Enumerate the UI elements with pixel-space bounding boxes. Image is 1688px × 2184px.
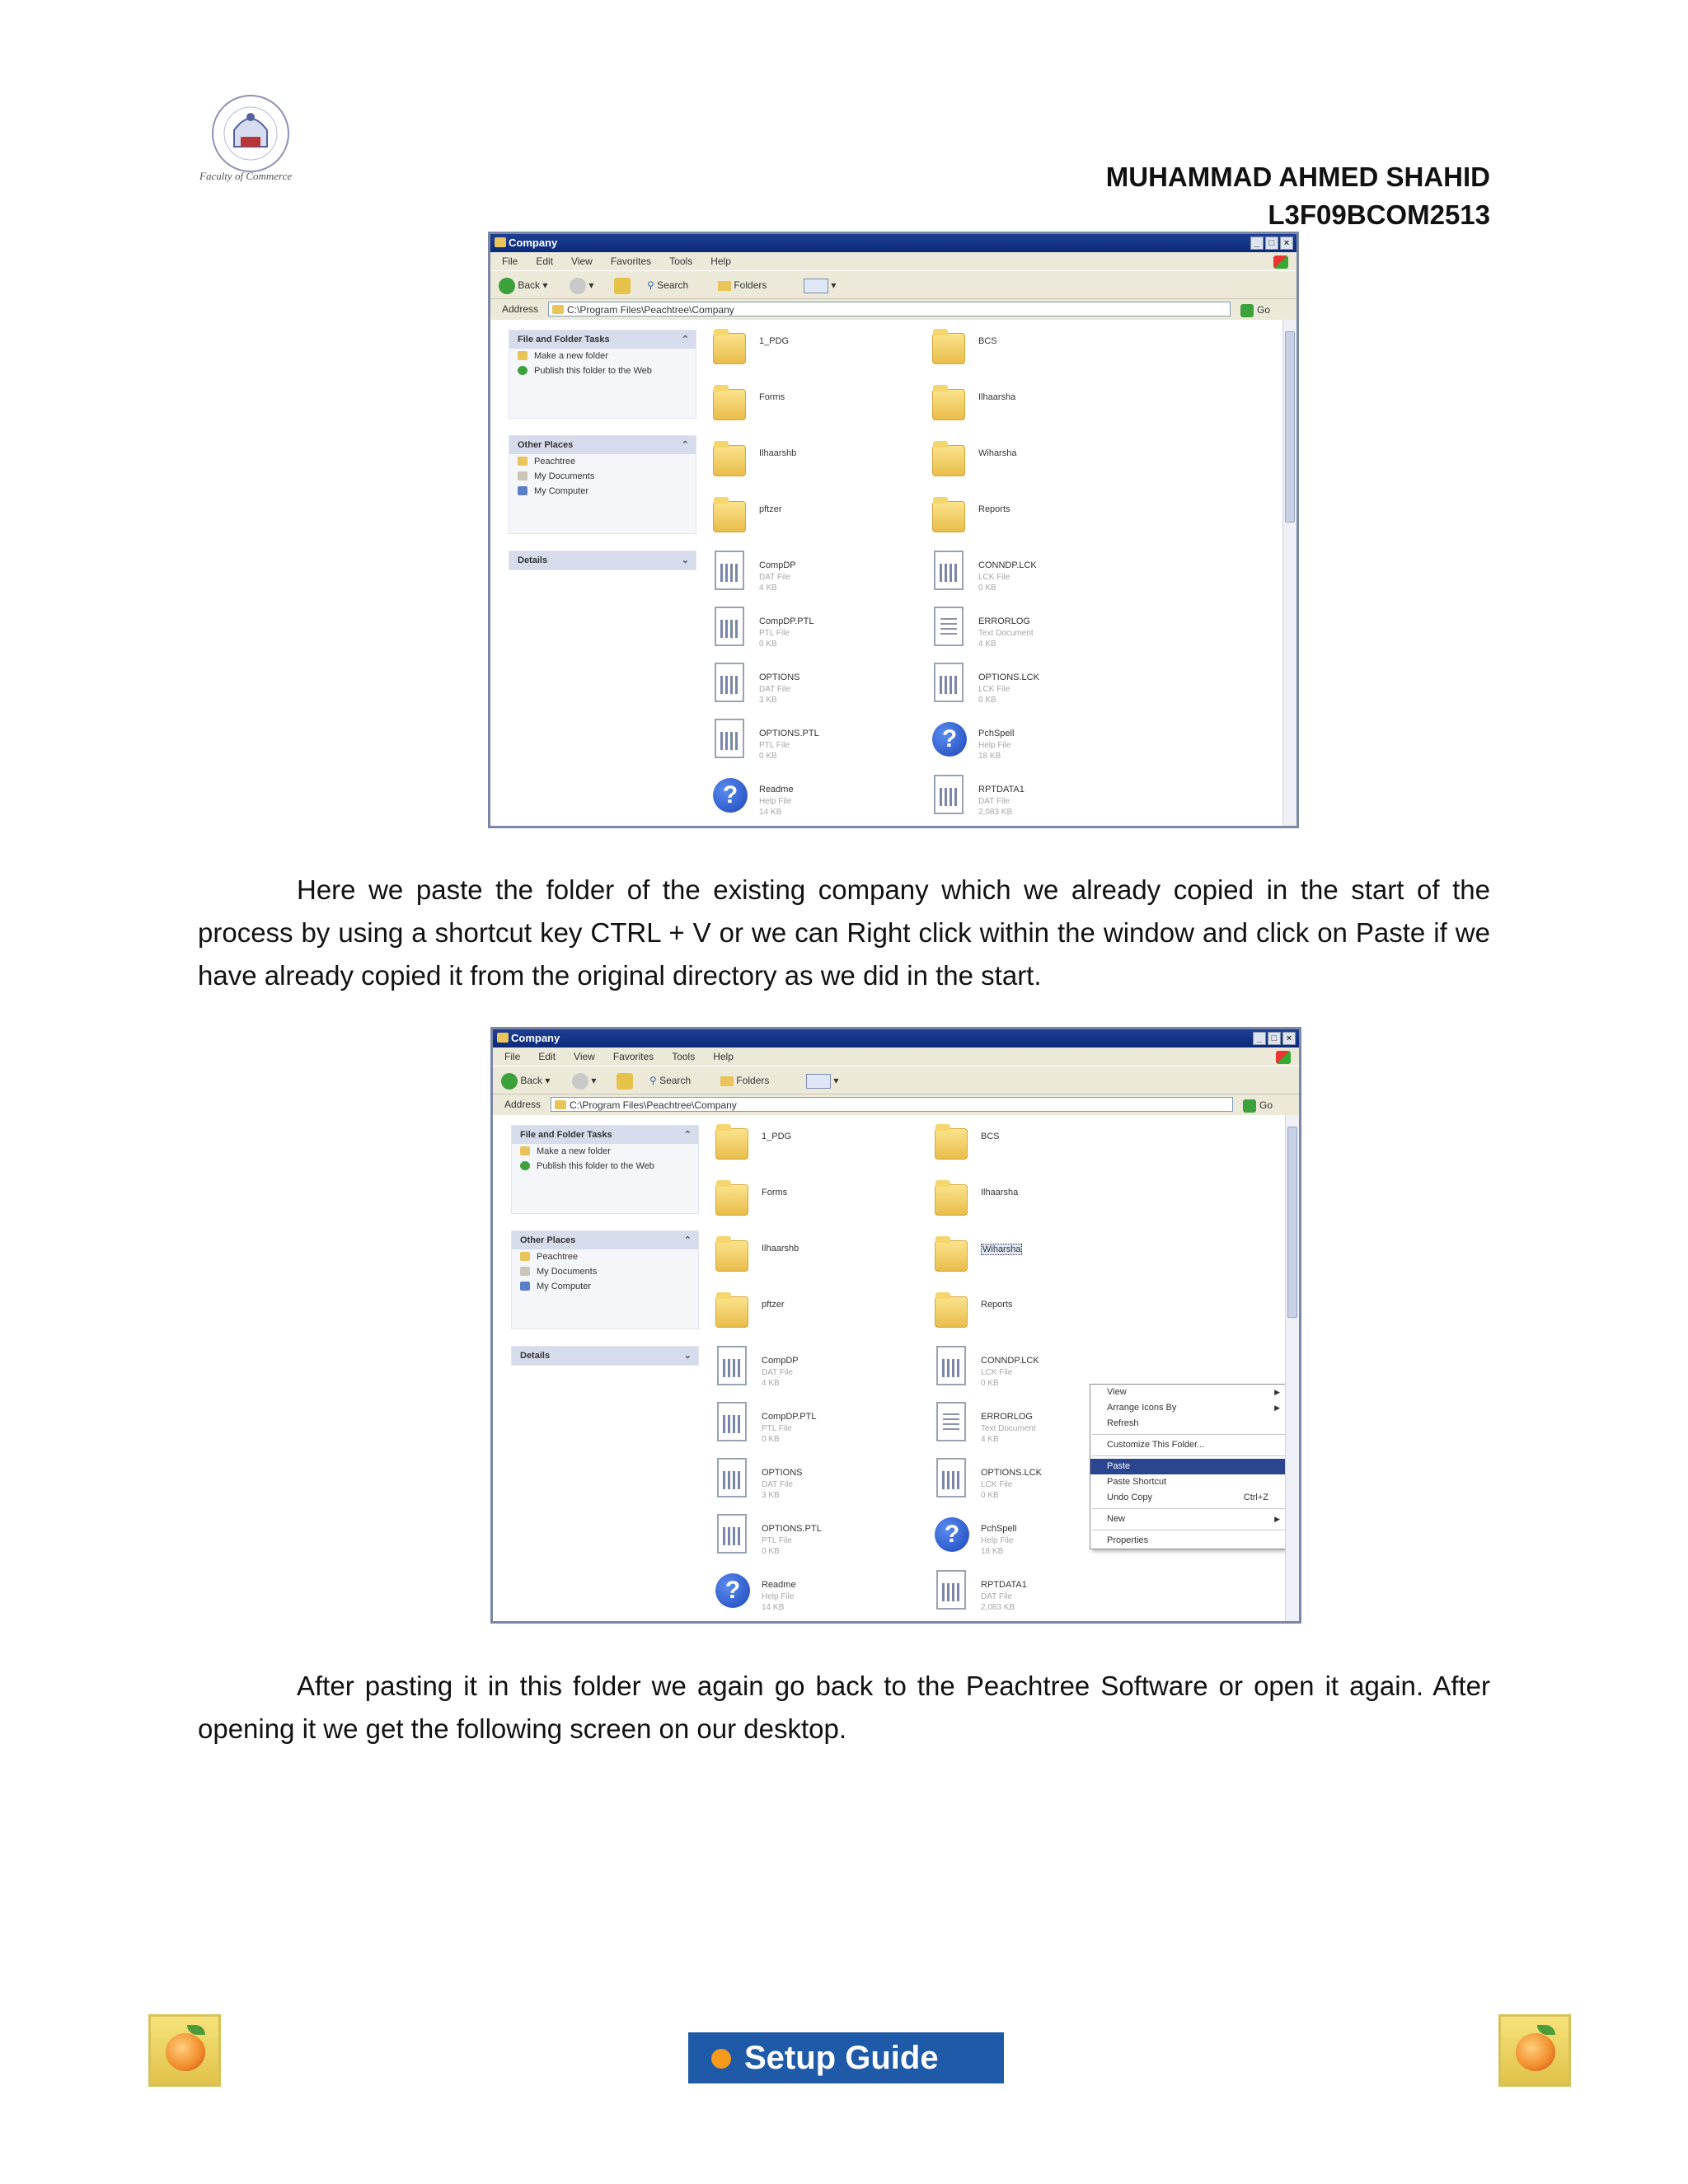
folder-icon [713,389,746,420]
maximize-button[interactable]: □ [1265,237,1278,250]
file-item[interactable] [932,438,1130,488]
file-type: LCK File [978,685,1010,694]
folder-icon [935,1128,968,1160]
folder-icon [935,1184,968,1216]
file-name: OPTIONS [759,673,800,682]
data-file-icon [717,1346,747,1385]
folder-icon [552,305,564,314]
data-file-icon [717,1402,747,1441]
forward-arrow-icon [570,278,586,294]
file-item[interactable] [935,1178,1132,1227]
folder-icon [935,1296,968,1328]
paragraph-2-text: After pasting it in this folder we again go back to the Peachtree Software or open it again. After opening it we get the following screen on our desktop. [198,1671,1490,1744]
file-folder-tasks-panel [509,330,696,419]
menu-item-edit[interactable]: Edit [536,255,554,267]
file-item[interactable] [932,607,1130,656]
address-bar [490,298,1296,321]
file-item[interactable] [715,1514,913,1563]
address-value: C:\Program Files\Peachtree\Company [570,1099,737,1111]
task-item[interactable]: Publish this folder to the Web [509,363,696,378]
windows-logo-icon [1276,1051,1291,1064]
back-button[interactable]: Back ▾ [501,1073,550,1088]
menu-item-tools[interactable]: Tools [669,255,693,267]
folder-icon [520,1252,530,1261]
file-size: 3 KB [762,1491,780,1500]
folders-button[interactable] [718,278,767,293]
file-name: pftzer [762,1300,785,1310]
file-name: ERRORLOG [981,1412,1033,1422]
up-folder-icon [614,278,631,294]
file-name: PchSpell [981,1524,1017,1534]
menu-item-tools[interactable]: Tools [672,1051,696,1062]
folder-icon [713,333,746,364]
file-name: Wiharsha [978,448,1017,458]
file-item[interactable] [715,1570,913,1619]
folder-icon [713,501,746,532]
file-type: DAT File [981,1592,1012,1601]
file-size: 3 KB [759,696,777,705]
other-places-heading[interactable]: Other Places ⌃ [509,436,696,454]
minimize-button[interactable]: _ [1250,237,1264,250]
place-item[interactable]: My Documents [509,469,696,484]
author-name: MUHAMMAD AHMED SHAHID [1105,162,1490,192]
folder-icon [932,333,965,364]
address-input[interactable] [548,302,1231,316]
explorer-window-screenshot-2 [490,1027,1301,1624]
address-label: Address [504,1099,542,1110]
file-item[interactable] [713,663,911,712]
file-folder-tasks-panel [511,1125,699,1214]
file-name: Forms [759,392,785,402]
folder-icon [497,1033,509,1043]
file-size: 0 KB [978,696,996,705]
file-type: Help File [981,1536,1014,1545]
folder-icon [715,1240,748,1272]
details-heading[interactable]: Details ⌄ [509,551,696,569]
file-name: OPTIONS.LCK [981,1468,1042,1478]
vertical-scrollbar[interactable] [1282,320,1296,826]
menu-bar [490,252,1296,270]
folder-icon [715,1128,748,1160]
search-label: Search [657,279,689,291]
text-file-icon [936,1402,966,1441]
file-type: Text Document [981,1424,1036,1433]
back-arrow-icon [499,278,515,294]
menu-item-help[interactable]: Help [713,1051,734,1062]
file-size: 2,083 KB [978,808,1013,817]
address-label: Address [502,303,539,315]
address-value: C:\Program Files\Peachtree\Company [567,304,734,316]
file-item[interactable] [713,551,911,600]
file-item[interactable] [935,1570,1132,1619]
file-item[interactable] [715,1234,913,1283]
file-name: CompDP.PTL [762,1412,817,1422]
file-name: ERRORLOG [978,616,1030,626]
context-menu-item-paste-shortcut[interactable]: Paste Shortcut [1107,1477,1167,1487]
file-type: Text Document [978,629,1034,638]
file-type: PTL File [759,741,790,750]
file-name: Ilhaarsha [981,1188,1019,1197]
globe-icon [520,1161,530,1170]
task-item[interactable]: Publish this folder to the Web [512,1159,698,1174]
data-file-icon [934,663,964,702]
data-file-icon [715,663,744,702]
file-name: RPTDATA1 [978,785,1025,794]
menu-item-favorites[interactable]: Favorites [610,255,652,267]
file-name: pftzer [759,504,782,514]
file-item[interactable] [935,1290,1132,1339]
file-name: OPTIONS.PTL [759,729,819,738]
menu-shortcut: Ctrl+Z [1243,1493,1268,1502]
logo-caption: Faculty of Commerce [199,170,293,182]
folder-icon [715,1296,748,1328]
file-name: OPTIONS.PTL [762,1524,822,1534]
file-list [713,320,1283,826]
file-size: 0 KB [762,1435,780,1444]
views-button[interactable]: ▾ [806,1073,838,1088]
other-places-panel [511,1230,699,1329]
go-label: Go [1259,1099,1273,1111]
context-menu-item-refresh[interactable]: Refresh [1107,1418,1139,1428]
place-item[interactable]: My Computer [512,1279,698,1294]
go-arrow-icon [1243,1099,1256,1113]
file-item[interactable] [713,607,911,656]
folder-icon [495,237,506,247]
other-places-panel [509,435,696,534]
vertical-scrollbar[interactable] [1285,1115,1299,1621]
file-type: DAT File [978,797,1010,806]
file-name: 1_PDG [762,1132,792,1141]
globe-icon [518,366,528,375]
file-folder-tasks-heading[interactable]: File and Folder Tasks ⌃ [512,1126,698,1144]
paragraph-1 [198,869,1490,997]
file-name: Ilhaarshb [762,1244,799,1254]
task-pane [497,320,688,826]
file-type: PTL File [762,1536,792,1545]
file-type: Help File [759,797,792,806]
file-type: PTL File [759,629,790,638]
file-size: 4 KB [759,583,777,593]
toolbar [493,1066,1299,1094]
file-name: CONNDP.LCK [981,1356,1039,1366]
paragraph-2 [198,1665,1490,1750]
file-name: OPTIONS.LCK [978,673,1039,682]
file-item[interactable] [713,494,911,544]
scrollbar-thumb[interactable] [1287,1127,1297,1318]
folder-icon [555,1100,566,1109]
toolbar [490,270,1296,299]
file-item[interactable] [932,719,1130,768]
data-file-icon [717,1514,747,1554]
file-name: Ilhaarshb [759,448,797,458]
file-name: BCS [981,1132,1000,1141]
file-item[interactable] [715,1290,913,1339]
details-panel [509,551,696,570]
go-button[interactable] [1243,1098,1291,1113]
window-content [490,320,1283,826]
back-button[interactable]: Back ▾ [499,278,547,293]
task-pane [499,1115,691,1621]
file-size: 0 KB [759,752,777,761]
data-file-icon [936,1458,966,1497]
file-type: DAT File [759,685,790,694]
file-item[interactable] [932,494,1130,544]
folder-icon [932,389,965,420]
menu-separator [1092,1455,1285,1456]
context-menu-item-properties[interactable]: Properties [1107,1535,1149,1545]
folders-button[interactable] [720,1073,769,1088]
folder-icon [932,501,965,532]
window-title: Company [511,1032,560,1044]
help-file-icon: ? [932,722,967,757]
help-file-icon: ? [713,778,748,813]
paragraph-1-text: Here we paste the folder of the existing company which we already copied in the start of the process by using a shortcut key CTRL + V or we can Right click within the window and click on Paste if we have already copied it from the original directory as we did in the start. [198,874,1490,991]
window-titlebar[interactable] [493,1029,1299,1047]
file-type: LCK File [981,1368,1013,1377]
menu-item-view[interactable]: View [571,255,593,267]
place-item[interactable]: My Computer [509,484,696,499]
views-button[interactable]: ▾ [804,278,836,293]
window-content [493,1115,1286,1621]
folder-icon [932,445,965,476]
new-folder-icon [520,1146,530,1155]
up-folder-icon [617,1073,633,1090]
file-item[interactable] [715,1122,913,1171]
file-size: 0 KB [762,1547,780,1556]
file-item[interactable] [932,663,1130,712]
place-item[interactable]: My Documents [512,1264,698,1279]
file-item[interactable] [715,1178,913,1227]
context-menu-item-undo-copy[interactable]: Undo Copy Ctrl+Z [1090,1490,1287,1506]
file-size: 4 KB [978,640,996,649]
search-icon: ⚲ [649,1075,657,1086]
data-file-icon [934,775,964,814]
folder-icon [713,445,746,476]
menu-item-view[interactable]: View [574,1051,595,1062]
up-folder-button[interactable] [614,278,631,293]
file-type: Help File [978,741,1011,750]
file-name: Forms [762,1188,788,1197]
file-size: 0 KB [981,1491,999,1500]
menu-bar [493,1047,1299,1066]
folders-icon [720,1076,734,1086]
file-type: LCK File [978,573,1010,582]
menu-item-favorites[interactable]: Favorites [612,1051,654,1062]
submenu-arrow-icon: ▶ [1274,1388,1280,1396]
search-button[interactable] [647,278,688,293]
my-computer-icon [518,486,528,495]
setup-guide-label: Setup Guide [744,2040,939,2076]
file-type: LCK File [981,1480,1013,1489]
file-size: 4 KB [762,1379,780,1388]
explorer-window-screenshot-1 [488,232,1299,828]
forward-button[interactable]: ▾ [570,278,593,293]
scrollbar-thumb[interactable] [1285,331,1295,523]
folders-icon [718,281,731,291]
peach-logo-left [148,2014,221,2087]
search-label: Search [659,1075,692,1086]
file-item[interactable] [935,1234,1132,1283]
file-name: CONNDP.LCK [978,560,1037,570]
file-item[interactable] [932,775,1130,824]
my-computer-icon [520,1282,530,1291]
file-name: Readme [759,785,794,794]
file-item[interactable] [715,1346,913,1395]
up-folder-button[interactable] [617,1073,633,1088]
author-block [1106,158,1490,234]
file-type: Help File [762,1592,795,1601]
file-name: CompDP [762,1356,799,1366]
file-item[interactable] [713,382,911,432]
data-file-icon [715,551,744,590]
file-name: 1_PDG [759,336,790,346]
forward-arrow-icon [572,1073,588,1090]
place-item[interactable]: Peachtree [512,1249,698,1264]
file-size: 0 KB [981,1379,999,1388]
file-size: 2,083 KB [981,1603,1015,1612]
place-item[interactable]: Peachtree [509,454,696,469]
data-file-icon [936,1346,966,1385]
views-icon [804,279,828,293]
menu-item-help[interactable]: Help [710,255,731,267]
go-button[interactable] [1240,302,1288,317]
context-menu-item-arrange-icons-by[interactable]: Arrange Icons By ▶ [1090,1400,1287,1416]
file-item[interactable] [713,326,911,376]
go-arrow-icon [1240,304,1254,317]
file-item[interactable] [713,775,911,824]
bullet-icon [711,2049,731,2069]
data-file-icon [934,551,964,590]
file-size: 18 KB [978,752,1001,761]
file-name: Wiharsha [982,1244,1021,1254]
file-size: 18 KB [981,1547,1004,1556]
submenu-arrow-icon: ▶ [1274,1515,1280,1523]
file-size: 14 KB [759,808,782,817]
menu-separator [1092,1508,1285,1509]
file-name: Ilhaarsha [978,392,1016,402]
file-size: 14 KB [762,1603,785,1612]
back-label: Back [520,1075,543,1087]
file-size: 0 KB [759,640,777,649]
my-documents-icon [518,471,528,480]
file-size: 4 KB [981,1435,999,1444]
back-arrow-icon [501,1073,518,1090]
address-input[interactable] [551,1097,1233,1112]
file-type: PTL File [762,1424,792,1433]
file-name: OPTIONS [762,1468,803,1478]
data-file-icon [715,607,744,646]
file-type: DAT File [762,1368,793,1377]
file-name: RPTDATA1 [981,1580,1027,1590]
data-file-icon [715,719,744,758]
file-name: CompDP.PTL [759,616,814,626]
file-item[interactable] [713,438,911,488]
file-item[interactable] [932,551,1130,600]
search-button[interactable] [649,1073,691,1088]
file-item[interactable] [935,1122,1132,1171]
task-item[interactable]: Make a new folder [512,1144,698,1159]
file-size: 0 KB [978,583,996,593]
context-menu-item-paste[interactable]: Paste [1090,1459,1287,1474]
text-file-icon [934,607,964,646]
task-item[interactable]: Make a new folder [509,349,696,363]
file-name: Reports [978,504,1010,514]
context-menu-item-new[interactable]: New ▶ [1090,1511,1287,1527]
file-name: CompDP [759,560,796,570]
folder-icon [715,1184,748,1216]
forward-button[interactable]: ▾ [572,1073,596,1088]
go-label: Go [1257,304,1271,316]
maximize-button[interactable]: □ [1268,1032,1281,1045]
data-file-icon [717,1458,747,1497]
details-panel [511,1346,699,1366]
details-heading[interactable]: Details ⌄ [512,1347,698,1365]
menu-item-file[interactable]: File [502,255,518,267]
close-button[interactable]: × [1282,1032,1296,1045]
data-file-icon [936,1570,966,1610]
setup-guide-banner [688,2032,1004,2083]
folders-label: Folders [734,279,767,291]
context-menu-item-view[interactable]: View ▶ [1090,1385,1287,1400]
file-item[interactable] [715,1402,913,1451]
views-icon [806,1074,831,1089]
address-bar [493,1094,1299,1116]
folder-icon [935,1240,968,1272]
peach-logo-right [1498,2014,1571,2087]
context-menu-item-customize-this-folder[interactable]: Customize This Folder... [1107,1440,1205,1450]
window-titlebar[interactable] [490,234,1296,252]
file-name: PchSpell [978,729,1015,738]
window-title: Company [509,237,558,249]
help-file-icon: ? [935,1517,969,1552]
minimize-button[interactable]: _ [1253,1032,1266,1045]
back-label: Back [518,279,541,292]
my-documents-icon [520,1267,530,1276]
file-name: Readme [762,1580,796,1590]
menu-separator [1092,1434,1285,1435]
file-name: Reports [981,1300,1013,1310]
menu-item-file[interactable]: File [504,1051,521,1062]
file-name: BCS [978,336,997,346]
help-file-icon: ? [715,1573,750,1608]
file-item[interactable] [713,719,911,768]
windows-logo-icon [1273,255,1288,269]
other-places-heading[interactable]: Other Places ⌃ [512,1231,698,1249]
file-type: DAT File [762,1480,793,1489]
submenu-arrow-icon: ▶ [1274,1404,1280,1412]
folders-label: Folders [736,1075,770,1086]
file-item[interactable] [932,326,1130,376]
folder-icon [518,457,528,466]
close-button[interactable]: × [1280,237,1293,250]
context-menu [1090,1384,1287,1549]
new-folder-icon [518,351,528,360]
file-item[interactable] [715,1458,913,1507]
file-type: DAT File [759,573,790,582]
file-item[interactable] [932,382,1130,432]
search-icon: ⚲ [647,279,654,291]
file-folder-tasks-heading[interactable]: File and Folder Tasks ⌃ [509,330,696,349]
roll-number: L3F09BCOM2513 [1268,199,1490,230]
menu-item-edit[interactable]: Edit [538,1051,556,1062]
